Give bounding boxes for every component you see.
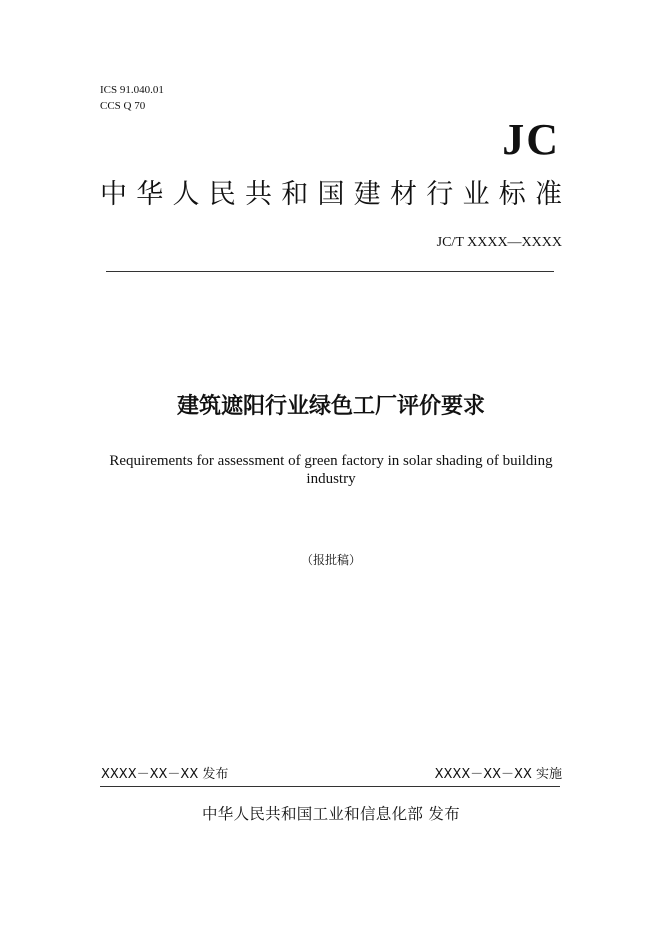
draft-label: （报批稿）	[300, 553, 361, 567]
standard-title: 中华人民共和国建材行业标准	[100, 179, 562, 210]
jc-logo: JC	[502, 115, 560, 164]
standard-code: JC/T XXXX—XXXX	[436, 235, 562, 250]
ccs-code: CCS Q 70	[100, 100, 146, 112]
footer-divider	[100, 786, 560, 787]
implementation-date: XXXX－XX－XX 实施	[434, 767, 562, 782]
ics-code: ICS 91.040.01	[100, 84, 164, 96]
document-title-english: Requirements for assessment of green factory in solar shading of building industry	[109, 453, 553, 487]
release-date: XXXX－XX－XX 发布	[101, 767, 229, 782]
document-title: 建筑遮阳行业绿色工厂评价要求	[176, 394, 485, 419]
classification-block	[100, 82, 164, 114]
publisher: 中华人民共和国工业和信息化部 发布	[201, 805, 461, 823]
header-divider	[106, 271, 554, 272]
